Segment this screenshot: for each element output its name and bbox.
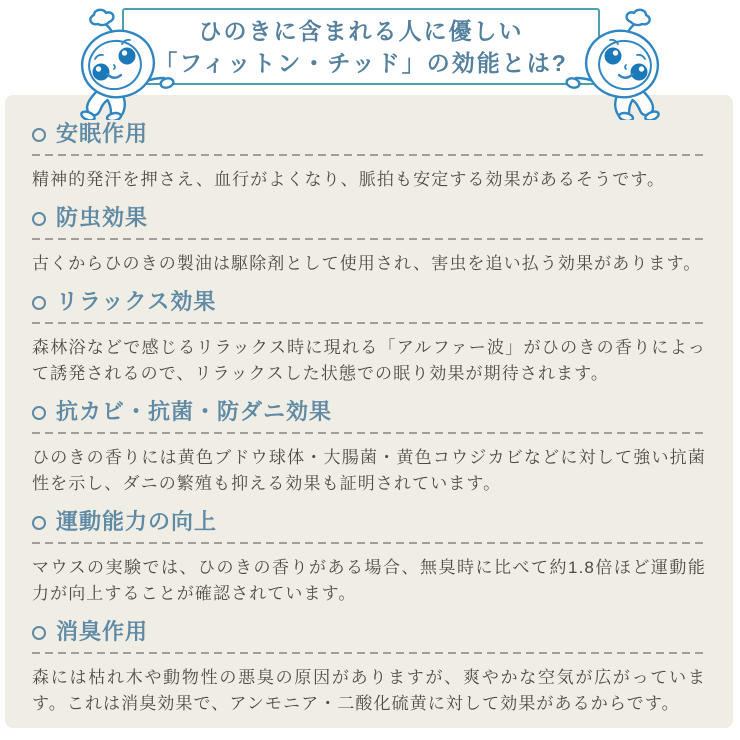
effect-section-insect xyxy=(32,203,706,277)
effect-heading xyxy=(32,119,706,149)
effect-heading xyxy=(32,617,706,647)
circle-bullet-icon xyxy=(32,406,46,420)
page-title-line2: 「フィットン・チッド」の効能とは? xyxy=(154,49,568,76)
circle-bullet-icon xyxy=(32,626,46,640)
effect-heading-text: 防虫効果 xyxy=(56,205,149,230)
effect-body-text: 森林浴などで感じるリラックス時に現れる「アルファー波」がひのきの香りによって誘発されるので、リラックスした状態での眠り効果が期待されます。 xyxy=(32,338,706,383)
dashed-divider xyxy=(32,542,706,544)
effect-heading xyxy=(32,287,706,317)
circle-bullet-icon xyxy=(32,212,46,226)
effect-section-sleep xyxy=(32,119,706,193)
effect-heading xyxy=(32,397,706,427)
effect-heading xyxy=(32,203,706,233)
dashed-divider xyxy=(32,432,706,434)
mascot-character-left-icon xyxy=(48,6,178,120)
effect-body-text: マウスの実験では、ひのきの香りがある場合、無臭時に比べて約1.8倍ほど運動能力が向上することが確認されています。 xyxy=(32,558,706,603)
effect-section-relax xyxy=(32,287,706,387)
effect-heading-text: 運動能力の向上 xyxy=(56,509,218,534)
content-panel xyxy=(5,95,733,728)
effect-heading-text: 安眠作用 xyxy=(56,121,149,146)
title-sign xyxy=(122,8,600,85)
dashed-divider xyxy=(32,154,706,156)
circle-bullet-icon xyxy=(32,128,46,142)
effect-heading-text: リラックス効果 xyxy=(56,289,217,314)
dashed-divider xyxy=(32,238,706,240)
effect-body-text: 精神的発汗を押さえ、血行がよくなり、脈拍も安定する効果があるそうです。 xyxy=(32,170,666,189)
circle-bullet-icon xyxy=(32,296,46,310)
effect-heading-text: 消臭作用 xyxy=(56,619,149,644)
effect-body-text: 森には枯れ木や動物性の悪臭の原因がありますが、爽やかな空気が広がっています。これは消臭効果で、アンモニア・二酸化硫黄に対して効果があるからです。 xyxy=(32,668,706,713)
effect-heading xyxy=(32,507,706,537)
circle-bullet-icon xyxy=(32,516,46,530)
effect-body-text: ひのきの香りには黄色ブドウ球体・大腸菌・黄色コウジカビなどに対して強い抗菌性を示し、ダニの繁殖も抑える効果も証明されています。 xyxy=(32,448,706,493)
effect-section-deodorant xyxy=(32,617,706,717)
effect-section-athletic xyxy=(32,507,706,607)
page-title-line1: ひのきに含まれる人に優しい xyxy=(198,17,524,44)
dashed-divider xyxy=(32,652,706,654)
dashed-divider xyxy=(32,322,706,324)
effect-body-text: 古くからひのきの製油は駆除剤として使用され、害虫を追い払う効果があります。 xyxy=(32,254,702,273)
effect-heading-text: 抗カビ・抗菌・防ダニ効果 xyxy=(56,399,333,424)
mascot-character-right-icon xyxy=(562,6,692,120)
effect-section-antimold xyxy=(32,397,706,497)
